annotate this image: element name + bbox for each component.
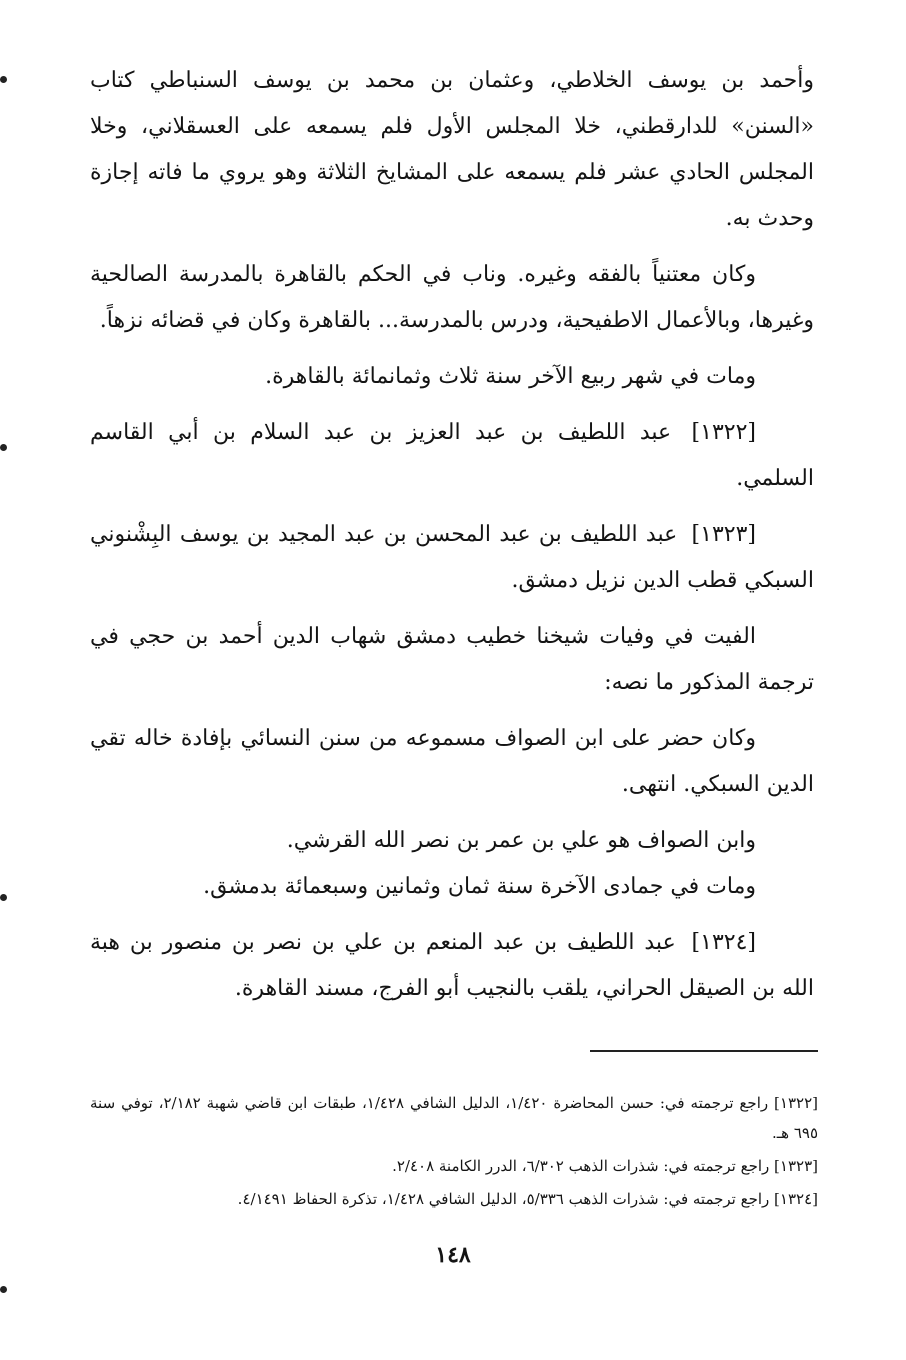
footnote-1322: [١٣٢٢] راجع ترجمته في: حسن المحاضرة ١/٤٢٠، الدليل الشافي ١/٤٢٨، طبقات ابن قاضي شهبة ٢/١٨٢، توفي سنة ٦٩٥ هـ.: [90, 1094, 818, 1142]
entry-text: عبد اللطيف بن عبد العزيز بن عبد السلام بن أبي القاسم السلمي.: [90, 420, 814, 491]
paragraph-fayt: الفيت في وفيات شيخنا خطيب دمشق شهاب الدين أحمد بن حجي في ترجمة المذكور ما نصه:: [90, 624, 814, 695]
scan-mark-dot: [0, 76, 7, 83]
entry-number: [١٣٢٢]: [691, 420, 756, 445]
paragraph-continuation: وأحمد بن يوسف الخلاطي، وعثمان بن محمد بن يوسف السنباطي كتاب «السنن» للدارقطني، خلا المجلس الأول فلم يسمعه على العسقلاني، وخلا المجلس الحادي عشر فلم يسمعه على المشايخ الثلاثة وهو يروي ما فاته إجازة وحدث به.: [90, 68, 814, 231]
paragraph-ibn-sawwaf: وابن الصواف هو علي بن عمر بن نصر الله القرشي.: [286, 828, 756, 853]
paragraph-quote: وكان حضر على ابن الصواف مسموعه من سنن النسائي بإفادة خاله تقي الدين السبكي. انتهى.: [90, 726, 814, 797]
main-text: [90, 58, 814, 1012]
entry-text: عبد اللطيف بن عبد المنعم بن علي بن نصر بن منصور بن هبة الله بن الصيقل الحراني، يلقب بالنجيب أبو الفرج، مسند القاهرة.: [90, 930, 814, 1001]
entry-1322: [90, 410, 814, 502]
scan-mark-dot: [0, 444, 7, 451]
scan-mark-dot: [0, 1286, 7, 1293]
footnotes: [90, 1088, 818, 1217]
paragraph-death-788: ومات في جمادى الآخرة سنة ثمان وثمانين وسبعمائة بدمشق.: [203, 874, 756, 899]
entry-text: عبد اللطيف بن عبد المحسن بن عبد المجيد بن يوسف البِشْنوني السبكي قطب الدين نزيل دمشق.: [90, 522, 814, 593]
footnote-1324: [١٣٢٤] راجع ترجمته في: شذرات الذهب ٥/٣٣٦، الدليل الشافي ١/٤٢٨، تذكرة الحفاظ ٤/١٤٩١.: [237, 1190, 818, 1208]
entry-1324: [90, 920, 814, 1012]
scan-mark-dot: [0, 894, 7, 901]
entry-number: [١٣٢٤]: [691, 930, 756, 955]
paragraph-fiqh: وكان معتنياً بالفقه وغيره. وناب في الحكم بالقاهرة بالمدرسة الصالحية وغيرها، وبالأعمال الاطفيحية، ودرس بالمدرسة... بالقاهرة وكان في قضائه نزهاً.: [90, 262, 814, 333]
paragraph-death-803: ومات في شهر ربيع الآخر سنة ثلاث وثمانمائة بالقاهرة.: [265, 364, 756, 389]
entry-1323: [90, 512, 814, 604]
footnote-1323: [١٣٢٣] راجع ترجمته في: شذرات الذهب ٦/٣٠٢، الدرر الكامنة ٢/٤٠٨.: [392, 1157, 818, 1175]
footnote-divider: [590, 1050, 818, 1052]
entry-number: [١٣٢٣]: [691, 522, 756, 547]
page-number: ١٤٨: [435, 1242, 471, 1268]
